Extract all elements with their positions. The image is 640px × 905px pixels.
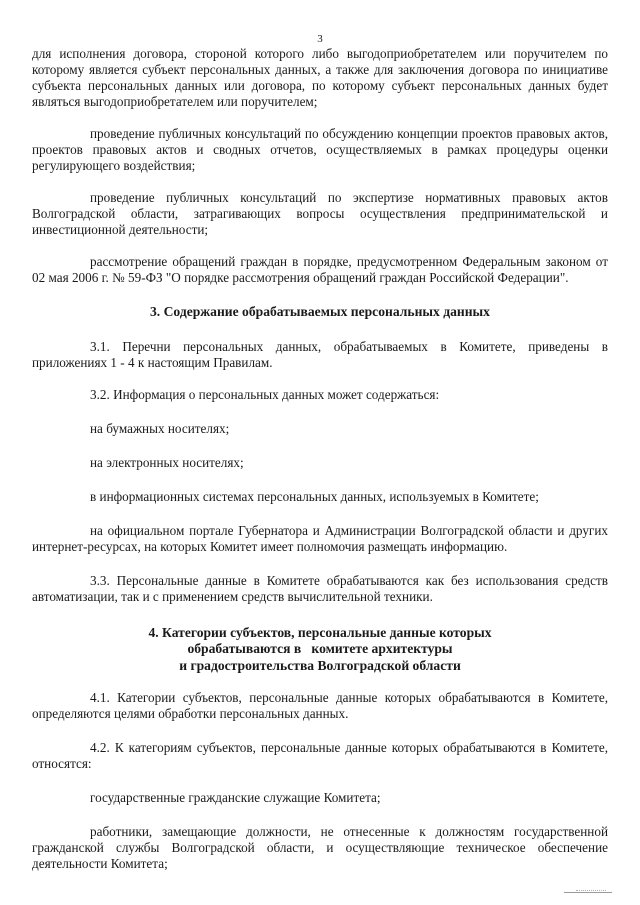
section-4-heading-line-2: обрабатываются в комитете архитектуры xyxy=(187,641,453,656)
section-3-heading xyxy=(32,304,608,321)
section-3-paragraph-3-1: 3.1. Перечни персональных данных, обрабатываемых в Комитете, приведены в приложениях 1 - 4 к настоящим Правилам. xyxy=(32,338,608,370)
section-3-item-paper: на бумажных носителях; xyxy=(90,420,230,436)
footer-mark-line xyxy=(564,892,612,893)
section-3-item-portal: на официальном портале Губернатора и Администрации Волгоградской области и других интернет-ресурсах, на которых Комитет имеет полномочия размещать информацию. xyxy=(32,522,608,554)
paragraph-intro-public-consultations-concept: проведение публичных консультаций по обсуждению концепции проектов правовых актов, проектов правовых актов и сводных отчетов, осуществляемых в рамках процедуры оценки регулирующего воздействия; xyxy=(32,126,608,173)
section-4-item-technical-staff: работники, замещающие должности, не отнесенные к должностям государственной гражданской службы Волгоградской области, и осуществляющие техническое обеспечение деятельности Комитета; xyxy=(32,824,608,871)
page-number: 3 xyxy=(317,33,323,45)
section-4-heading-line-1: 4. Категории субъектов, персональные данные которых xyxy=(148,624,492,640)
section-3-item-electronic: на электронных носителях; xyxy=(90,454,244,470)
page-content xyxy=(32,46,608,872)
section-4-paragraph-4-2: 4.2. К категориям субъектов, персональные данные которых обрабатываются в Комитете, относятся: xyxy=(32,740,608,771)
section-3-paragraph-3-3: 3.3. Персональные данные в Комитете обрабатываются как без использования средств автоматизации, так и с применением средств вычислительной техники. xyxy=(32,572,608,604)
paragraph-intro-public-consultations-expertise: проведение публичных консультаций по экспертизе нормативных правовых актов Волгоградской области, затрагивающих вопросы осуществления предпринимательской и инвестиционной деятельности; xyxy=(32,190,608,237)
section-4-heading xyxy=(32,625,608,675)
paragraph-intro-contract: для исполнения договора, стороной которого либо выгодоприобретателем или поручителем по которому является субъект персональных данных, а также для заключения договора по инициативе субъекта персональных данных или договора, по которому субъект персональных данных будет являться выгодоприобретателем или поручителем; xyxy=(32,46,608,109)
footer-mark-dotted-line xyxy=(576,890,606,891)
section-4-item-civil-servants: государственные гражданские служащие Комитета; xyxy=(90,790,381,805)
section-3-paragraph-3-2: 3.2. Информация о персональных данных может содержаться: xyxy=(90,386,440,402)
paragraph-intro-citizen-appeals: рассмотрение обращений граждан в порядке, предусмотренном Федеральным законом от 02 мая 2006 г. № 59-ФЗ "О порядке рассмотрения обращений граждан Российской Федерации". xyxy=(32,254,608,285)
section-3-item-info-systems: в информационных системах персональных данных, используемых в Комитете; xyxy=(90,488,539,504)
section-3-heading-text: 3. Содержание обрабатываемых персональных данных xyxy=(150,304,490,319)
section-4-heading-line-3: и градостроительства Волгоградской области xyxy=(179,657,461,673)
section-4-paragraph-4-1: 4.1. Категории субъектов, персональные данные которых обрабатываются в Комитете, определяются целями обработки персональных данных. xyxy=(32,690,608,721)
